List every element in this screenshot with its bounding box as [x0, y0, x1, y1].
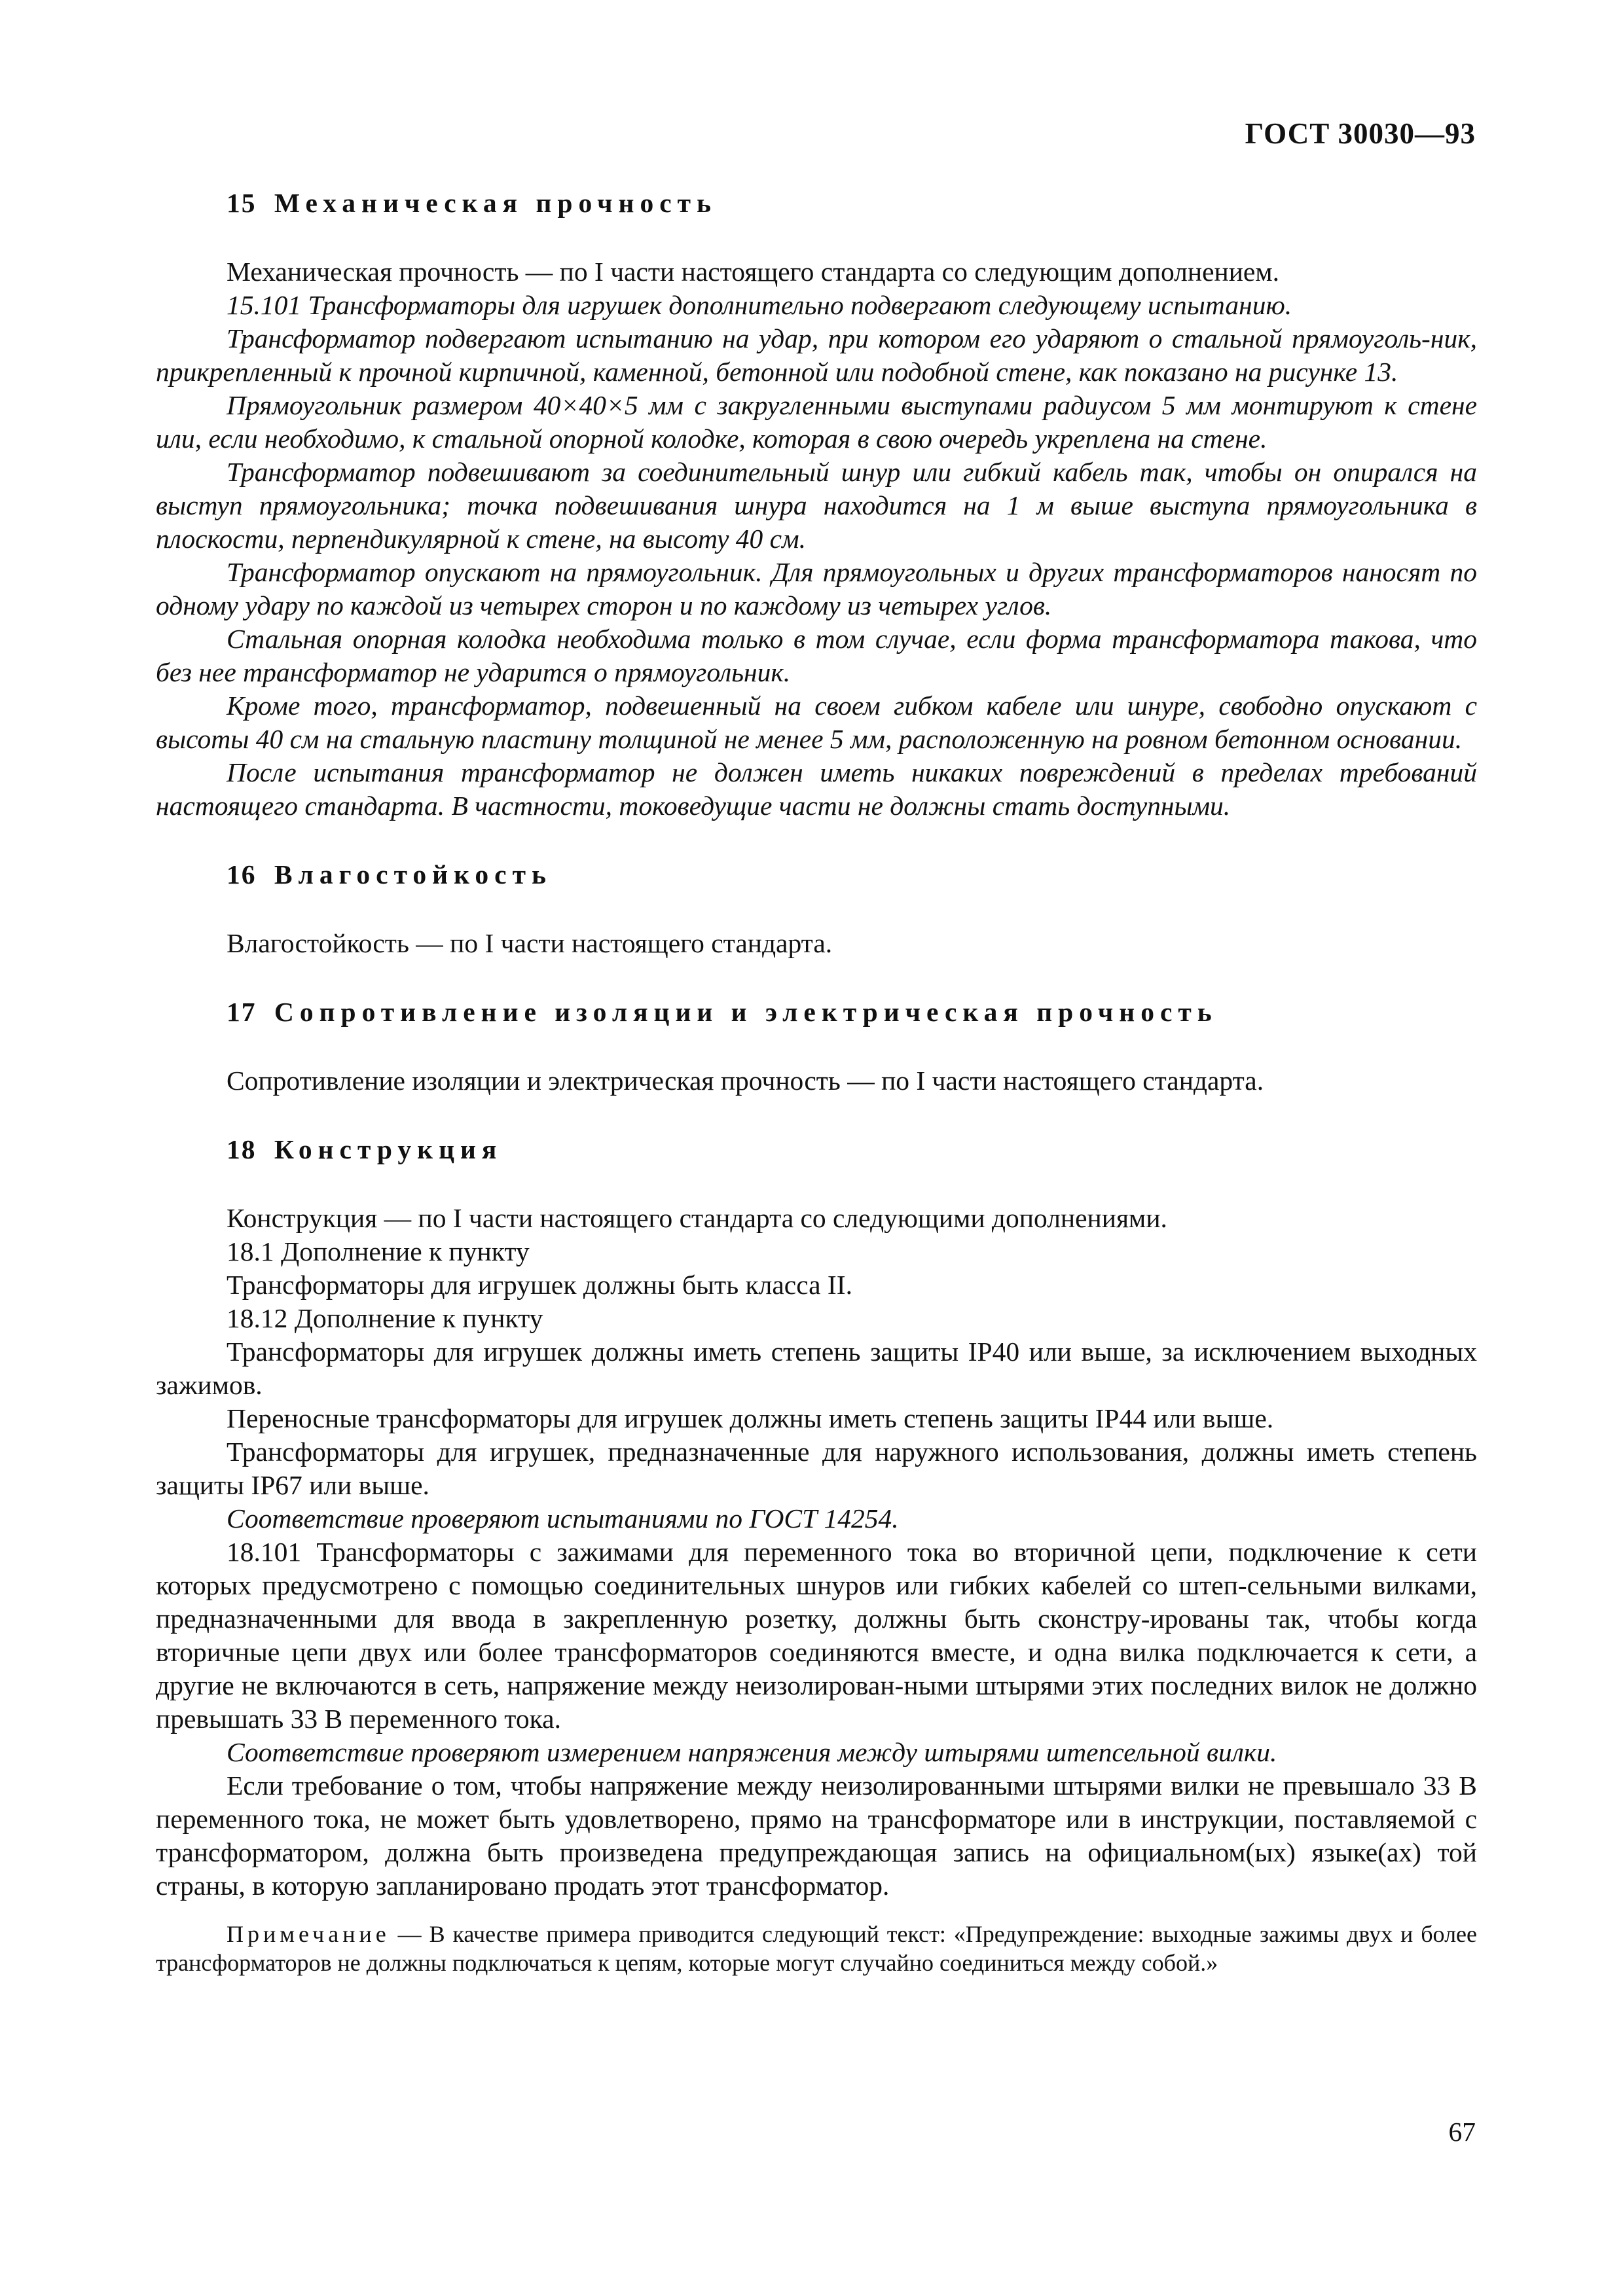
paragraph: Конструкция — по I части настоящего стандарта со следующими дополнениями. [227, 1203, 1167, 1233]
clause-heading: 18.12 Дополнение к пункту [227, 1303, 543, 1333]
section-number: 17 [227, 997, 257, 1027]
compliance-note: Соответствие проверяют испытаниями по ГОСТ 14254. [227, 1503, 899, 1534]
clause-heading: 18.1 Дополнение к пункту [227, 1236, 530, 1266]
paragraph: После испытания трансформатор не должен иметь никаких повреждений в пределах требований настоящего стандарта. В частности, токоведущие части не должны стать доступными. [156, 757, 1477, 821]
section-number: 16 [227, 859, 257, 889]
paragraph: Влагостойкость — по I части настоящего стандарта. [227, 928, 833, 958]
section-18 [156, 1133, 1477, 1977]
section-number: 15 [227, 188, 257, 218]
standard-code: ГОСТ 30030—93 [1245, 117, 1476, 150]
paragraph: Трансформаторы для игрушек должны иметь степень защиты IP40 или выше, за исключением выходных зажимов. [156, 1336, 1477, 1400]
section-heading [156, 187, 1477, 220]
note [156, 1920, 1477, 1977]
section-15 [156, 187, 1477, 823]
paragraph: Механическая прочность — по I части настоящего стандарта со следующим дополнением. [227, 257, 1279, 287]
section-heading [156, 996, 1477, 1029]
paragraph: 18.101 Трансформаторы с зажимами для переменного тока во вторичной цепи, подключение к сети которых предусмотрено с помощью соединительных шнуров или гибких кабелей со штеп-сельными вилками, предназначенными для ввода в закрепленную розетку, должны быть сконстру-ированы так, чтобы когда вторичные цепи двух или более трансформаторов соединяются вместе, и одна вилка подключается к сети, а другие не включаются в сеть, напряжение между неизолирован-ными штырями этих последних вилок не должно превышать 33 В переменного тока. [156, 1537, 1477, 1734]
section-title: Конструкция [274, 1134, 503, 1164]
clause-heading: 15.101 Трансформаторы для игрушек дополнительно подвергают следующему испытанию. [227, 290, 1292, 320]
note-label: Примечание [227, 1921, 390, 1947]
paragraph: Стальная опорная колодка необходима только в том случае, если форма трансформатора такова, что без нее трансформатор не ударится о прямоугольник. [156, 624, 1477, 687]
paragraph: Прямоугольник размером 40×40×5 мм с закругленными выступами радиусом 5 мм монтируют к стене или, если необходимо, к стальной опорной колодке, которая в свою очередь укреплена на стене. [156, 390, 1477, 454]
paragraph: Трансформаторы для игрушек, предназначенные для наружного использования, должны иметь степень защиты IP67 или выше. [156, 1437, 1477, 1500]
paragraph: Трансформаторы для игрушек должны быть класса II. [227, 1270, 852, 1300]
note-text: — В качестве примера приводится следующий текст: «Предупреждение: выходные зажимы двух и более трансформаторов не должны подключаться к цепям, которые могут случайно соединиться между собой.» [156, 1921, 1477, 1976]
page-content [156, 187, 1477, 1977]
section-heading [156, 1133, 1477, 1166]
paragraph: Сопротивление изоляции и электрическая прочность — по I части настоящего стандарта. [227, 1066, 1264, 1096]
compliance-note: Соответствие проверяют измерением напряжения между штырями штепсельной вилки. [227, 1737, 1277, 1767]
section-16 [156, 858, 1477, 960]
section-heading [156, 858, 1477, 891]
paragraph: Трансформатор подвешивают за соединительный шнур или гибкий кабель так, чтобы он опирался на выступ прямоугольника; точка подвешивания шнура находится на 1 м выше выступа прямоугольника в плоскости, перпендикулярной к стене, на высоту 40 см. [156, 457, 1477, 554]
paragraph: Кроме того, трансформатор, подвешенный на своем гибком кабеле или шнуре, свободно опускают с высоты 40 см на стальную пластину толщиной не менее 5 мм, расположенную на ровном бетонном основании. [156, 691, 1477, 754]
section-number: 18 [227, 1134, 257, 1164]
paragraph: Переносные трансформаторы для игрушек должны иметь степень защиты IP44 или выше. [227, 1403, 1274, 1433]
page-number: 67 [1448, 2117, 1476, 2147]
section-title: Сопротивление изоляции и электрическая прочность [274, 997, 1218, 1027]
section-title: Механическая прочность [274, 188, 717, 218]
section-title: Влагостойкость [274, 859, 552, 889]
section-17 [156, 996, 1477, 1098]
paragraph: Если требование о том, чтобы напряжение между неизолированными штырями вилки не превышало 33 В переменного тока, не может быть удовлетворено, прямо на трансформаторе или в инструкции, поставляемой с трансформатором, должна быть произведена предупреждающая запись на официальном(ых) языке(ах) той страны, в которую запланировано продать этот трансформатор. [156, 1770, 1477, 1901]
paragraph: Трансформатор подвергают испытанию на удар, при котором его ударяют о стальной прямоуголь-ник, прикрепленный к прочной кирпичной, каменной, бетонной или подобной стене, как показано на рисунке 13. [156, 323, 1477, 387]
paragraph: Трансформатор опускают на прямоугольник. Для прямоугольных и других трансформаторов наносят по одному удару по каждой из четырех сторон и по каждому из четырех углов. [156, 557, 1477, 620]
